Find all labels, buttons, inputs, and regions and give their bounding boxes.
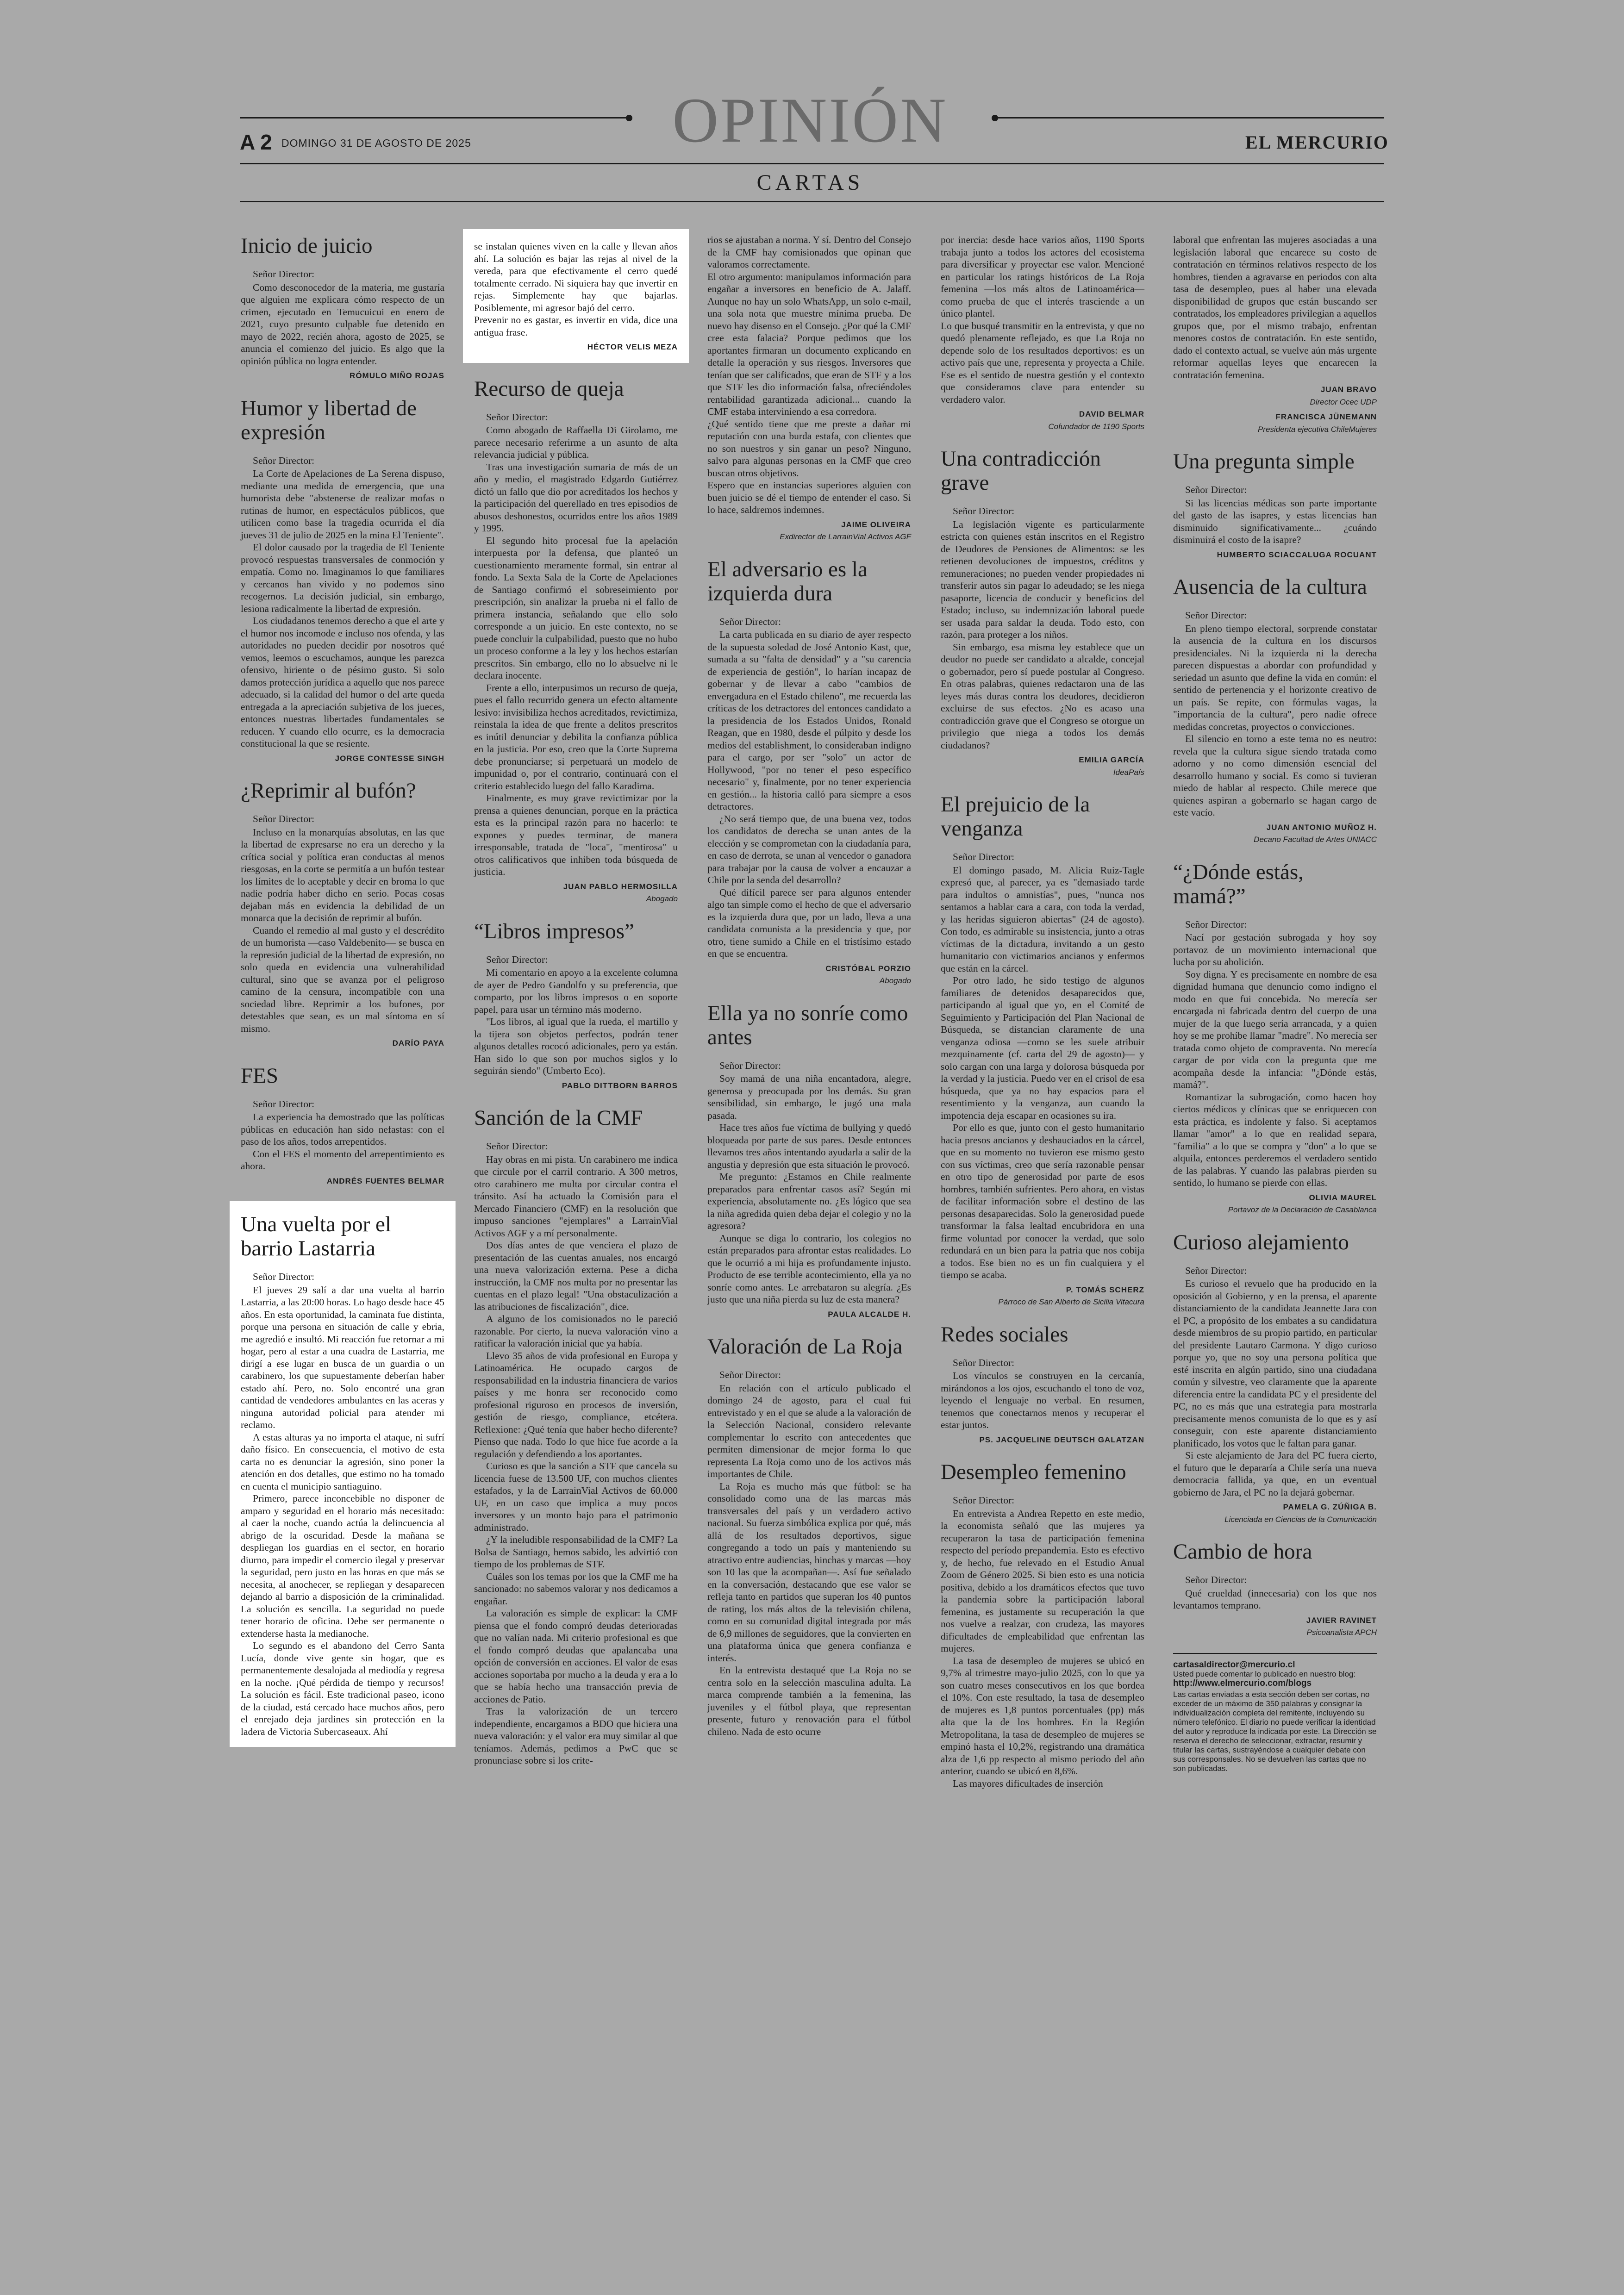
letter-paragraph: Tras una investigación sumaria de más de un año y medio, el magistrado Edgardo Gutiérrez dictó un fallo que dio por acreditados los hechos y la participación del querellado en tres episodios de abusos deshonestos, ocurridos entre los años 1989 y 1995.	[474, 461, 678, 534]
letter-paragraph: La valoración es simple de explicar: la CMF piensa que el fondo compró deudas deterioradas que no valían nada. Mi criterio profesional es que el fondo compró deudas que apalancaba una opción de conversión en acciones. El valor de esas acciones soportaba por mucho a la deuda y era a lo que se había hecho una transacción previa de acciones de Patio.	[474, 1608, 678, 1705]
signature-role: IdeaPaís	[1113, 767, 1144, 777]
letter-paragraph: El dolor causado por la tragedia de El Teniente provocó respuestas transversales de conmoción y empatía. Como no. Imaginamos lo que familiares y cercanos han vivido y no podemos sino recogernos. La decisión judicial, sin embargo, lesiona radicalmente la libertad de expresión.	[241, 542, 444, 614]
letter-paragraph: Hace tres años fue víctima de bullying y quedó bloqueada por parte de sus pares. Desde entonces llevamos tres años intentando ayudarla a salir de la angustia y depresión que esta situación le provocó.	[707, 1122, 911, 1170]
letter-paragraph: La experiencia ha demostrado que las políticas públicas en educación han sido nefastas: con el paso de los años, todos arrepentidos.	[241, 1111, 444, 1147]
letter-title: Desempleo femenino	[941, 1460, 1126, 1484]
salutation: Señor Director:	[486, 411, 548, 423]
salutation: Señor Director:	[1185, 1265, 1247, 1276]
letter-title: Ausencia de la cultura	[1173, 575, 1367, 599]
salutation: Señor Director:	[1185, 610, 1247, 621]
salutation: Señor Director:	[486, 954, 548, 965]
letter-paragraph: Me pregunto: ¿Estamos en Chile realmente preparados para enfrentar casos así? Según mi experiencia, absolutamente no. ¿Es lógico que sea la niña agredida quien deba dejar el colegio y no la agresora?	[707, 1171, 911, 1231]
letter-paragraph: Primero, parece inconcebible no disponer de amparo y seguridad en el horario más necesitado: al caer la noche, cuando actúa la delincuencia al abrigo de la oscuridad. Desde la mañana se despliegan los guardias en el sector, en horario diurno, para impedir el comercio ilegal y preservar la seguridad, pero justo en las horas en que más se necesita, al anochecer, se repliegan y desaparecen dejando al barrio a disposición de la criminalidad. La solución es sencilla. La seguridad no puede tener horario de oficina. Debe ser permanente o extenderse hasta la medianoche.	[241, 1493, 444, 1639]
salutation: Señor Director:	[253, 455, 315, 466]
letter-signature: RÓMULO MIÑO ROJAS	[350, 371, 444, 380]
letter-signature: OLIVIA MAUREL	[1309, 1193, 1377, 1202]
letter-signature: PAULA ALCALDE H.	[828, 1310, 911, 1319]
header-rule-bottom	[240, 201, 1384, 202]
blog-link[interactable]: http://www.elmercurio.com/blogs	[1173, 1678, 1312, 1688]
letter-paragraph: ¿Qué sentido tiene que me preste a dañar mi reputación con una burda estafa, con clientes que no son nuestros y sin ganar un peso? Ninguno, salvo para algunas personas en la CMF que creo buscan otros objetivos.	[707, 418, 911, 479]
letter	[941, 447, 1144, 779]
letter-paragraph: Mi comentario en apoyo a la excelente columna de ayer de Pedro Gandolfo y su preferencia, que comparto, por los libros impresos o en soporte papel, para usar un término más moderno.	[474, 967, 678, 1015]
letter-paragraph: Dos días antes de que venciera el plazo de presentación de las cuentas anuales, nos encargó una nueva valorización externa. Pese a dicha instrucción, la CMF nos multa por no presentar las cuentas en el plazo legal! "Una obstaculización a las atribuciones de fiscalización", dice.	[474, 1240, 678, 1312]
letter-signature: JAIME OLIVEIRA	[841, 520, 911, 529]
letter-paragraph: Qué difícil parece ser para algunos entender algo tan simple como el hecho de que el adversario es la izquierda dura que, por un lado, lleva a una candidata comunista a la presidencia y que, por otro, tiene sumido a Chile en el tristísimo estado en que se encuentra.	[707, 886, 911, 959]
letter-paragraph: El segundo hito procesal fue la apelación interpuesta por la defensa, que planteó un cuestionamiento meramente formal, sin entrar al fondo. La Sexta Sala de la Corte de Apelaciones de Santiago confirmó el sobreseimiento por prescripción, sin analizar la prueba ni el fallo de primera instancia, señalando que ello solo corresponde a un juicio. En este contexto, no se puede concluir la culpabilidad, puesto que no hubo un proceso conforme a la ley y los hechos estarían prescritos. Sin embargo, ello no lo absuelve ni le declara inocente.	[474, 535, 678, 681]
letter	[474, 377, 678, 905]
letter-paragraph: Nací por gestación subrogada y hoy soy portavoz de un movimiento internacional que lucha por su abolición.	[1173, 932, 1377, 967]
letter-paragraph: La Roja es mucho más que fútbol: se ha consolidado como una de las marcas más transversales del país y un verdadero activo nacional. Su fuerza simbólica explica por qué, más allá de los resultados deportivos, sigue congregando a todo un país y manteniendo su atractivo entre audiencias, hinchas y marcas —hoy son 10 las que la acompañan—. Así fue señalado en la conversación, destacando que ese valor se refleja tanto en partidos que superan los 40 puntos de rating, los más altos de la televisión chilena, como en su comunidad digital integrada por más de 6,9 millones de seguidores, que la convierten en una plataforma única que genera confianza e interés.	[707, 1480, 911, 1664]
letter	[707, 1001, 911, 1321]
salutation: Señor Director:	[1185, 918, 1247, 930]
letter	[1173, 575, 1377, 846]
letter-paragraph: Sin embargo, esa misma ley establece que un deudor no puede ser candidato a alcalde, concejal o gobernador, pero sí puede postular al Congreso. En otras palabras, quienes redactaron una de las leyes más duras contra los deudores, decidieron excluirse de sus efectos. ¿No es acaso una contradicción grave que el Congreso se otorgue un privilegio que niega a todos los demás ciudadanos?	[941, 641, 1144, 751]
letter-paragraph: Frente a ello, interpusimos un recurso de queja, pues el fallo recurrido genera un efecto altamente lesivo: invisibiliza hechos acreditados, revictimiza, reinstala la idea de que frente a delitos prescritos es inútil denunciar y debilita la confianza pública en la justicia. Por eso, creo que la Corte Suprema debe pronunciarse; si perpetuará un modelo de impunidad o, por el contrario, continuará con el criterio establecido luego del fallo Karadima.	[474, 682, 678, 792]
letter-title: Una pregunta simple	[1173, 449, 1355, 474]
letter-paragraph: ¿Y la ineludible responsabilidad de la CMF? La Bolsa de Santiago, hemos sabido, les advirtió con tiempo de los problemas de STF.	[474, 1534, 678, 1570]
letter-paragraph: Romantizar la subrogación, como hacen hoy ciertos médicos y clínicas que se enriquecen con esta práctica, es indolente y falso. Si aceptamos llamar "amor" a lo que en realidad separa, "familia" a lo que se compra y "don" a lo que se alquila, entonces perderemos el verdadero sentido de las palabras. Y cuando las palabras pierden su sentido, lo humano se pierde con ellas.	[1173, 1091, 1377, 1188]
newspaper-name: EL MERCURIO	[1245, 132, 1389, 153]
salutation: Señor Director:	[953, 851, 1015, 862]
salutation: Señor Director:	[719, 1369, 781, 1380]
letter	[1173, 449, 1377, 561]
letter-signature: JORGE CONTESSE SINGH	[335, 754, 444, 763]
letter-paragraph: Tras la valorización de un tercero independiente, encargamos a BDO que hiciera una nueva valoración: y el valor era muy similar al que teníamos. Además, pedimos a PwC que se pronunciase sobre si los crite-	[474, 1706, 678, 1766]
column-5-letters	[1173, 234, 1377, 1639]
letter	[474, 1106, 678, 1767]
header-rule-right	[995, 117, 1384, 118]
letter-paragraph: Aunque se diga lo contrario, los colegios no están preparados para afrontar estas realidades. Lo que le ocurrió a mi hija es profundamente injusto. Producto de ese terrible acontecimiento, ella ya no sonríe como antes. Le arrebataron su alegría. ¿Es justo que una niña pierda su luz de esta manera?	[707, 1232, 911, 1305]
letter-paragraph: por inercia: desde hace varios años, 1190 Sports trabaja junto a todos los actores del ecosistema para diversificar y proyectar ese valor. Mencioné en particular los ratings históricos de La Roja femenina —los más altos de Latinoamérica— como prueba de que el interés trasciende a un único plantel.	[941, 234, 1144, 319]
letter	[941, 1460, 1144, 1790]
signature-role: Abogado	[879, 976, 911, 985]
letters-email-link[interactable]: cartasaldirector@mercurio.cl	[1173, 1659, 1295, 1670]
letter-paragraph: Si este alejamiento de Jara del PC fuera cierto, el futuro que le depararía a Chile sería una nueva democracia fallida, ya que, en un eventual gobierno de Jara, el PC no la dejará gobernar.	[1173, 1450, 1377, 1498]
letter-title: Recurso de queja	[474, 376, 624, 401]
page-number: A 2	[240, 130, 272, 154]
letter	[707, 234, 911, 543]
letter	[707, 1335, 911, 1738]
letter-title: Una vuelta por el barrio Lastarria	[241, 1212, 391, 1260]
letter-paragraph: Es curioso el revuelo que ha producido en la oposición al Gobierno, y en la prensa, el aparente distanciamiento de la candidata Jeannette Jara con el PC, a propósito de los embates a su candidatura desde miembros de su propio partido, en particular del presidente Lautaro Carmona. Y digo curioso porque yo, que no soy una persona política que esté inscrita en algún partido, sino una ciudadana común y silvestre, veo claramente que la aparente diferencia entre la candidata PC y el presidente del PC, no es más que una estrategia para mostrarla precisamente menos comunista de lo que es y así conseguir, con este aparente distanciamiento planificado, los votos que le faltan para ganar.	[1173, 1278, 1377, 1449]
header-rule-left	[240, 117, 629, 118]
signature-role: Presidenta ejecutiva ChileMujeres	[1257, 424, 1377, 434]
signature-role: Director Ocec UDP	[1310, 397, 1377, 406]
letter	[941, 792, 1144, 1309]
letter-title: Ella ya no sonríe como antes	[707, 1001, 908, 1049]
letter-paragraph: Los vínculos se construyen en la cercanía, mirándonos a los ojos, escuchando el tono de voz, leyendo el lenguaje no verbal. En resumen, tenemos que conectarnos menos y recuperar el estar juntos.	[941, 1370, 1144, 1430]
letter-paragraph: Por ello es que, junto con el gesto humanitario hacia presos ancianos y deshauciados en la cárcel, que en su momento no tuvieron ese mismo gesto con sus víctimas, creo que sería razonable pensar en otro tipo de generosidad por parte de esos hombres, también sufrientes. Pero ahora, en vistas de facilitar información sobre el destino de las personas desaparecidas. Solo la generosidad puede transformar la falsa lealtad encubridora en una firme voluntad por conocer la verdad, que solo redundará en un bien para la patria que nos cobija a todos. Ese bien no es un fin cualquiera y el tiempo se acaba.	[941, 1122, 1144, 1280]
column-1	[241, 234, 444, 1761]
letter-paragraph: Lo segundo es el abandono del Cerro Santa Lucía, donde vive gente sin hogar, que es permanentemente desalojada al mediodía y regresa en la noche. ¡Qué pérdida de tiempo y recursos! La solución es fácil. Este tradicional paseo, icono de la ciudad, está cercado hace muchos años, pero el enrejado deja jardines sin protección en la ladera de Victoria Subercaseaux. Ahí	[241, 1640, 444, 1737]
salutation: Señor Director:	[1185, 484, 1247, 495]
letter-signature: PABLO DITTBORN BARROS	[562, 1081, 678, 1090]
letter-signature: JUAN PABLO HERMOSILLA	[563, 882, 678, 891]
signature-role: Exdirector de LarrainVial Activos AGF	[780, 532, 911, 541]
letter-signature: EMILIA GARCÍA	[1079, 755, 1144, 764]
letter-signature: PS. JACQUELINE DEUTSCH GALATZAN	[979, 1435, 1144, 1444]
header-rule-main	[240, 163, 1384, 164]
letter-signature: HUMBERTO SCIACCALUGA ROCUANT	[1217, 550, 1377, 559]
letter-signature: JAVIER RAVINET	[1306, 1615, 1377, 1625]
letter	[463, 229, 689, 363]
signature-role: Párroco de San Alberto de Sicilia Vitacura	[998, 1297, 1144, 1306]
letter-paragraph: Cuando el remedio al mal gusto y el descrédito de un humorista —caso Valdebenito— se busca en la represión judicial de la libertad de expresión, no solo queda en evidencia una vulnerabilidad cultural, sino que se avanza por el peligroso camino de la censura, incompatible con una sociedad libre. Reprimir a los bufones, por detestables que sean, es un mal síntoma en sí mismo.	[241, 924, 444, 1034]
letter-paragraph: En la entrevista destaqué que La Roja no se centra solo en la selección masculina adulta. La marca comprende también a la femenina, las juveniles y el fútbol playa, que representan presente, futuro y renovación para el fútbol chileno. Nada de esto ocurre	[707, 1665, 911, 1737]
letter-title: “Libros impresos”	[474, 919, 634, 943]
column-2	[474, 229, 678, 1781]
letter-paragraph: Soy digna. Y es precisamente en nombre de esa dignidad humana que denuncio como indigno el modo en que fui concebida. No merecía ser encargada ni fabricada dentro del cuerpo de una mujer de la que luego sería arrancada, y a quien hoy se me prohíbe llamar "madre". No merecía ser tratada como objeto de compraventa. No merecía cargar de por vida con la pregunta que me acompaña desde la infancia: "¿Dónde estás, mamá?".	[1173, 968, 1377, 1090]
letter-paragraph: Curioso es que la sanción a STF que cancela su licencia fuese de 13.500 UF, con muchos clientes estafados, y la de LarrainVial Activos de 60.000 UF, en un caso que implica a muy pocos inversores y un monto bajo para el patrimonio administrado.	[474, 1460, 678, 1533]
letter-title: Inicio de juicio	[241, 234, 373, 258]
letter	[241, 234, 444, 382]
letter-paragraph: ¿No será tiempo que, de una buena vez, todos los candidatos de derecha se unan antes de la elección y se comprometan con la ciudadanía para, en caso de derrota, se unan al vencedor o ganadora para trabajar por la causa de volver a encauzar a Chile por la senda del desarrollo?	[707, 813, 911, 886]
letter-paragraph: Incluso en la monarquías absolutas, en las que la libertad de expresarse no era un derecho y la crítica social y política eran conductas al menos riesgosas, en la corte se permitía a un bufón testear los límites de lo aceptable y decir en broma lo que nadie podría haber dicho en serio. Pocas cosas dejaban más en evidencia la debilidad de un monarca que la decisión de reprimir al bufón.	[241, 826, 444, 923]
letters-rules: Las cartas enviadas a esta sección deben ser cortas, no exceder de un máximo de 350 palabras y consignar la individualización completa del remitente, incluyendo su número telefónico. El diario no puede verificar la identidad del autor y reproduce la indicada por este. La Dirección se reserva el derecho de seleccionar, extractar, resumir y titular las cartas, sustrayéndose a cualquier debate con sus corresponsales. No se devuelven las cartas que no son publicadas.	[1173, 1690, 1377, 1773]
letter-paragraph: rios se ajustaban a norma. Y sí. Dentro del Consejo de la CMF hay comisionados que opinan que valoramos correctamente.	[707, 234, 911, 270]
salutation: Señor Director:	[953, 1495, 1015, 1506]
letter-paragraph: El otro argumento: manipulamos información para engañar a inversores en beneficio de A. Jalaff. Aunque no hay un solo WhatsApp, un solo e-mail, una sola nota que muestre mínima prueba. De nuevo hay disenso en el Consejo. ¿Por qué la CMF cree esta falacia? Porque pedimos que los aportantes firmaran un documento explicando en detalle la operación y sus riesgos. Inversores que tenían que ser calificados, que eran de STF y a los que STF les dio información falsa, ofreciéndoles rentabilidad garantizada adicional... cuando la CMF estaba interviniendo a esa corredora.	[707, 271, 911, 417]
letter-paragraph: La legislación vigente es particularmente estricta con quienes están inscritos en el Registro de Deudores de Pensiones de Alimentos: se les retienen devoluciones de impuestos, créditos y remuneraciones; no pueden vender propiedades ni transferir autos sin pagar lo adeudado; se les niega pasaporte, licencia de conducir y beneficios del Estado; incluso, su indemnización laboral puede ser usada para saldar la deuda. Todo esto, con razón, para proteger a los niños.	[941, 518, 1144, 640]
letter-signature: PAMELA G. ZÚÑIGA B.	[1283, 1503, 1377, 1511]
letter-paragraph: En entrevista a Andrea Repetto en este medio, la economista señaló que las mujeres ya recuperaron la tasa de participación femenina respecto del período prepandemia. Esto es efectivo y, de hecho, fue relevado en el Estudio Anual Zoom de Género 2025. Si bien esto es una noticia positiva, debido a los dramáticos efectos que tuvo la pandemia sobre la participación laboral femenina, es justamente su recuperación la que nos vuelve a realzar, con crudeza, las mayores dificultades de empleabilidad que enfrentan las mujeres.	[941, 1508, 1144, 1654]
salutation: Señor Director:	[253, 1271, 315, 1282]
section-title: OPINIÓN	[672, 85, 948, 156]
letter-paragraph: Por otro lado, he sido testigo de algunos familiares de detenidos desaparecidos que, participando al igual que yo, en el Comité de Seguimiento y Participación del Plan Nacional de Búsqueda, se distancian claramente de una venganza odiosa —como se les suele atribuir mezquinamente (cf. carta del 29 de agosto)— y solo cargan con una larga y dolorosa búsqueda por la verdad y la justicia. Puedo ver en el crisol de esa búsqueda, que ya no hay espacios para el resentimiento y la venganza, aun cuando la impotencia deja escapar en ocasiones su ira.	[941, 975, 1144, 1121]
dateline: DOMINGO 31 DE AGOSTO DE 2025	[281, 137, 471, 149]
letter	[941, 234, 1144, 433]
letter-paragraph: Como desconocedor de la materia, me gustaría que alguien me explicara cómo respecto de un crimen, ejecutado en Temucuicui en enero de 2021, cuyo presunto culpable fue detenido en mayo de 2022, recién ahora, agosto de 2025, se anuncia el comienzo del juicio. Es algo que la opinión pública no logra entender.	[241, 281, 444, 367]
letter-paragraph: A estas alturas ya no importa el ataque, ni sufrí daño físico. En consecuencia, el motivo de esta carta no es denunciar la agresión, sino poner la atención en dos detalles, que estimo no ha tomado en cuenta el municipio santiaguino.	[241, 1431, 444, 1492]
letter-title: Valoración de La Roja	[707, 1335, 903, 1359]
salutation: Señor Director:	[486, 1141, 548, 1152]
column-4	[941, 234, 1144, 1803]
letter-signature: DAVID BELMAR	[1079, 410, 1144, 418]
salutation: Señor Director:	[953, 505, 1015, 517]
letter-paragraph: El jueves 29 salí a dar una vuelta al barrio Lastarria, a las 20:00 horas. Lo hago desde hace 45 años. En esta oportunidad, la caminata fue distinta, porque una persona en situación de calle y ebria, me agredió e insultó. Mi reacción fue retornar a mi hogar, pero al estar a una cuadra de Lastarria, me dirigí a ese lugar en busca de un guardia o un carabinero, los que supuestamente deberían haber estado ahí. Pero, no. Solo encontré una gran cantidad de vendedores ambulantes en las aceras y ninguna autoridad policial para atender mi reclamo.	[241, 1284, 444, 1430]
letter-paragraph: laboral que enfrentan las mujeres asociadas a una legislación laboral que encarece su costo de contratación en términos relativos respecto de los hombres, tienden a agravarse en periodos con alta tasa de desempleo, pues al haber una elevada disponibilidad de grupos que están buscando ser contratados, los empleadores privilegian a aquellos grupos que, por el mismo trabajo, enfrentan menores costos de contratación. En este sentido, dado el contexto actual, se vuelve aún más urgente reformar aquellas leyes que encarecen la contratación femenina.	[1173, 234, 1377, 380]
letter-paragraph: Qué crueldad (innecesaria) con los que nos levantamos temprano.	[1173, 1587, 1377, 1611]
letter-title: Curioso alejamiento	[1173, 1230, 1349, 1254]
letter-title: Una contradicción grave	[941, 447, 1101, 495]
column-3	[707, 234, 911, 1752]
letter-paragraph: Llevo 35 años de vida profesional en Europa y Latinoamérica. He ocupado cargos de responsabilidad en la industria financiera de varios países y me honra ser reconocido como profesional riguroso en procesos de inversión, gestión de riesgo, compliance, etcétera. Reflexione: ¿Qué tenía que haber hecho diferente? Pienso que nada. Todo lo que hice fue acorde a la regulación y defendiendo a los aportantes.	[474, 1350, 678, 1459]
letter-title: Sanción de la CMF	[474, 1106, 643, 1130]
letter-title: El prejuicio de la venganza	[941, 792, 1090, 841]
salutation: Señor Director:	[719, 1060, 781, 1071]
letter-signature: JUAN BRAVO	[1320, 385, 1377, 394]
letter-paragraph: Prevenir no es gastar, es invertir en vida, dice una antigua frase.	[474, 314, 678, 338]
salutation: Señor Director:	[1185, 1574, 1247, 1585]
letter-paragraph: Soy mamá de una niña encantadora, alegre, generosa y preocupada por los demás. Su gran sensibilidad, sin embargo, le jugó una mala pasada.	[707, 1073, 911, 1121]
letter-paragraph: Cuáles son los temas por los que la CMF me ha sancionado: no sabemos valorar y nos dedicamos a engañar.	[474, 1571, 678, 1607]
letter-title: Humor y libertad de expresión	[241, 396, 417, 444]
letter-paragraph: La Corte de Apelaciones de La Serena dispuso, mediante una medida de emergencia, que una humorista debe "abstenerse de realizar mofas o rutinas de humor, en espectáculos públicos, que utilicen como base la tragedia ocurrida el día jueves 31 de julio de 2025 en la mina El Teniente".	[241, 468, 444, 541]
letter	[707, 557, 911, 987]
letter	[1173, 234, 1377, 436]
salutation: Señor Director:	[253, 1098, 315, 1110]
column-5	[1173, 234, 1377, 1773]
letter-signature: FRANCISCA JÜNEMANN	[1275, 412, 1377, 421]
letter-paragraph: "Los libros, al igual que la rueda, el martillo y la tijera son objetos perfectos, podrán tener algunos detalles rococó adicionales, pero ya están. Han sido lo que son por muchos siglos y lo seguirán siendo" (Umberto Eco).	[474, 1016, 678, 1076]
signature-role: Psicoanalista APCH	[1306, 1628, 1377, 1637]
letter-paragraph: Espero que en instancias superiores alguien con buen juicio se dé el tiempo de entender el caso. Si lo hace, saldremos indemnes.	[707, 480, 911, 515]
letter	[1173, 860, 1377, 1216]
letter-signature: DARÍO PAYA	[392, 1039, 444, 1048]
letters-footer	[1173, 1653, 1377, 1773]
letter-signature: CRISTÓBAL PORZIO	[825, 964, 911, 973]
letter-signature: JUAN ANTONIO MUÑOZ H.	[1266, 823, 1377, 832]
blog-intro: Usted puede comentar lo publicado en nuestro blog:	[1173, 1669, 1356, 1678]
letter-title: “¿Dónde estás, mamá?”	[1173, 860, 1304, 908]
letter-paragraph: Si las licencias médicas son parte importante del gasto de las isapres, y estas licencias han disminuido significativamente... ¿cuándo disminuirá el costo de la isapre?	[1173, 497, 1377, 545]
salutation: Señor Director:	[719, 616, 781, 627]
letter	[474, 919, 678, 1092]
letter	[241, 396, 444, 765]
letter-title: FES	[241, 1063, 278, 1088]
letter-paragraph: se instalan quienes viven en la calle y llevan años ahí. La solución es bajar las rejas al nivel de la vereda, para que efectivamente el cerro quedé totalmente cerrado. Ni siquiera hay que invertir en rejas. Simplemente hay que bajarlas. Posiblemente, mi agresor bajó del cerro.	[474, 241, 678, 313]
letter-signature: P. TOMÁS SCHERZ	[1066, 1285, 1144, 1294]
signature-role: Decano Facultad de Artes UNIACC	[1254, 835, 1377, 844]
subsection-title: CARTAS	[756, 170, 864, 195]
salutation: Señor Director:	[253, 268, 315, 280]
letter-paragraph: Como abogado de Raffaella Di Girolamo, me parece necesario referirme a un asunto de alta relevancia judicial y pública.	[474, 424, 678, 460]
letter	[241, 1064, 444, 1188]
letter-paragraph: Los ciudadanos tenemos derecho a que el arte y el humor nos incomode e incluso nos ofenda, y las autoridades no pueden decidir por nosotros qué vemos, leemos o escuchamos, aunque les parezca ofensivo, hiriente o de pésimo gusto. Si solo damos protección jurídica a aquello que nos parece adecuado, si la calidad del humor o del arte queda entregada a la apreciación subjetiva de los jueces, entonces nuestras libertades fundamentales se reducen. Y cuando ello ocurre, es la democracia constitucional la que se resiente.	[241, 615, 444, 749]
letter-paragraph: El silencio en torno a este tema no es neutro: revela que la cultura sigue siendo tratada como adorno y no como dimensión esencial del desarrollo humano y social. Es como si tuvieran miedo de hablar al respecto. Chile merece que quienes aspiran a gobernarlo se hagan cargo de este vacío.	[1173, 733, 1377, 818]
letter-paragraph: La carta publicada en su diario de ayer respecto de la supuesta soledad de José Antonio Kast, que, sumada a su "falta de densidad" y a "su carencia de experiencia de gestión", lo harían incapaz de gobernar y de llevar a cabo "cambios de envergadura en el Estado chileno", me recuerda las críticas de los detractores del entonces candidato a la presidencia de los Estados Unidos, Ronald Reagan, que en 1980, desde el púlpito y desde los medios del establishment, lo consideraban indigno para el cargo, por ser "solo" un actor de Hollywood, "por no tener el peso específico necesario" y, finalmente, por no tener experiencia en gestión... la historia calló para siempre a esos detractores.	[707, 629, 911, 812]
header-dot-left	[626, 115, 632, 121]
letter-paragraph: Con el FES el momento del arrepentimiento es ahora.	[241, 1148, 444, 1172]
letter-title: ¿Reprimir al bufón?	[241, 779, 416, 803]
letter-signature: HÉCTOR VELIS MEZA	[587, 343, 678, 351]
signature-role: Licenciada en Ciencias de la Comunicación	[1224, 1515, 1377, 1524]
letter	[1173, 1230, 1377, 1526]
letter-title: Cambio de hora	[1173, 1540, 1312, 1564]
letter	[941, 1322, 1144, 1447]
salutation: Señor Director:	[953, 1357, 1015, 1368]
letter	[230, 1201, 456, 1747]
letter	[241, 779, 444, 1050]
signature-role: Abogado	[646, 894, 678, 903]
salutation: Señor Director:	[253, 813, 315, 824]
letter-paragraph: Finalmente, es muy grave revictimizar por la prensa a quienes denuncian, porque en la práctica esta es la principal razón para no hacerlo: te expones y puedes terminar, de manera irresponsable, tratada de "loca", "mentirosa" u otros calificativos que inhiben toda búsqueda de justicia.	[474, 792, 678, 877]
letter-signature: ANDRÉS FUENTES BELMAR	[326, 1176, 444, 1185]
letter-paragraph: El domingo pasado, M. Alicia Ruiz-Tagle expresó que, al parecer, ya es "demasiado tarde para indultos o amnistías", pues, "nunca nos sentamos a hablar cara a cara, con toda la verdad, y las heridas siguieron abiertas" (24 de agosto). Con todo, es admirable su insistencia, junto a otras víctimas de la dictadura, invitando a un gesto humanitario con victimarios ancianos y enfermos que están en la cárcel.	[941, 864, 1144, 974]
letter-title: El adversario es la izquierda dura	[707, 557, 868, 605]
letter-paragraph: Hay obras en mi pista. Un carabinero me indica que circule por el carril contrario. A 300 metros, otro carabinero me multa por circular contra el tránsito. Así ha actuado la Comisión para el Mercado Financiero (CMF) en la resolución que impuso sanciones "ejemplares" a LarrainVial Activos AGF y a mí personalmente.	[474, 1154, 678, 1239]
letter-paragraph: En relación con el artículo publicado el domingo 24 de agosto, para el cual fui entrevistado y en el que se alude a la valoración de la Selección Nacional, considero relevante complementar lo escrito con antecedentes que permiten dimensionar de mejor forma lo que representa La Roja como uno de los activos más importantes de Chile.	[707, 1382, 911, 1479]
letter-paragraph: La tasa de desempleo de mujeres se ubicó en 9,7% al trimestre mayo-julio 2025, con lo que ya son cuatro meses consecutivos en los que bordea el 10%. Con este resultado, la tasa de desempleo de mujeres es 1,8 puntos porcentuales (pp) más alta que la de los hombres. En la Región Metropolitana, la tasa de desempleo de mujeres se empinó hasta el 10,2%, registrando una dramática alza de 1,6 pp respecto al mismo periodo del año anterior, cuando se ubicó en 8,6%.	[941, 1655, 1144, 1777]
letter-paragraph: En pleno tiempo electoral, sorprende constatar la ausencia de la cultura en los discursos presidenciales. Ni la izquierda ni la derecha parecen dispuestas a abordar con profundidad y seriedad un asunto que define la vida en común: el sentido de pertenencia y el horizonte creativo de un país. Se repite, con fórmulas vagas, la "importancia de la cultura", pero nadie ofrece medidas concretas, proyectos o convicciones.	[1173, 623, 1377, 732]
letter	[1173, 1540, 1377, 1639]
letter-paragraph: Las mayores dificultades de inserción	[953, 1777, 1103, 1789]
signature-role: Portavoz de la Declaración de Casablanca	[1228, 1205, 1377, 1214]
letter-paragraph: A alguno de los comisionados no le pareció razonable. Por cierto, la nueva valoración vino a ratificar la valoración inicial que ya había.	[474, 1313, 678, 1349]
letter-paragraph: Lo que busqué transmitir en la entrevista, y que no quedó plenamente reflejado, es que La Roja no depende solo de los resultados deportivos: es un activo país que une, representa y proyecta a Chile. Ese es el sentido de nuestra gestión y el contexto que consideramos clave para entender su verdadero valor.	[941, 320, 1144, 405]
signature-role: Cofundador de 1190 Sports	[1048, 422, 1144, 431]
letter-title: Redes sociales	[941, 1322, 1068, 1347]
